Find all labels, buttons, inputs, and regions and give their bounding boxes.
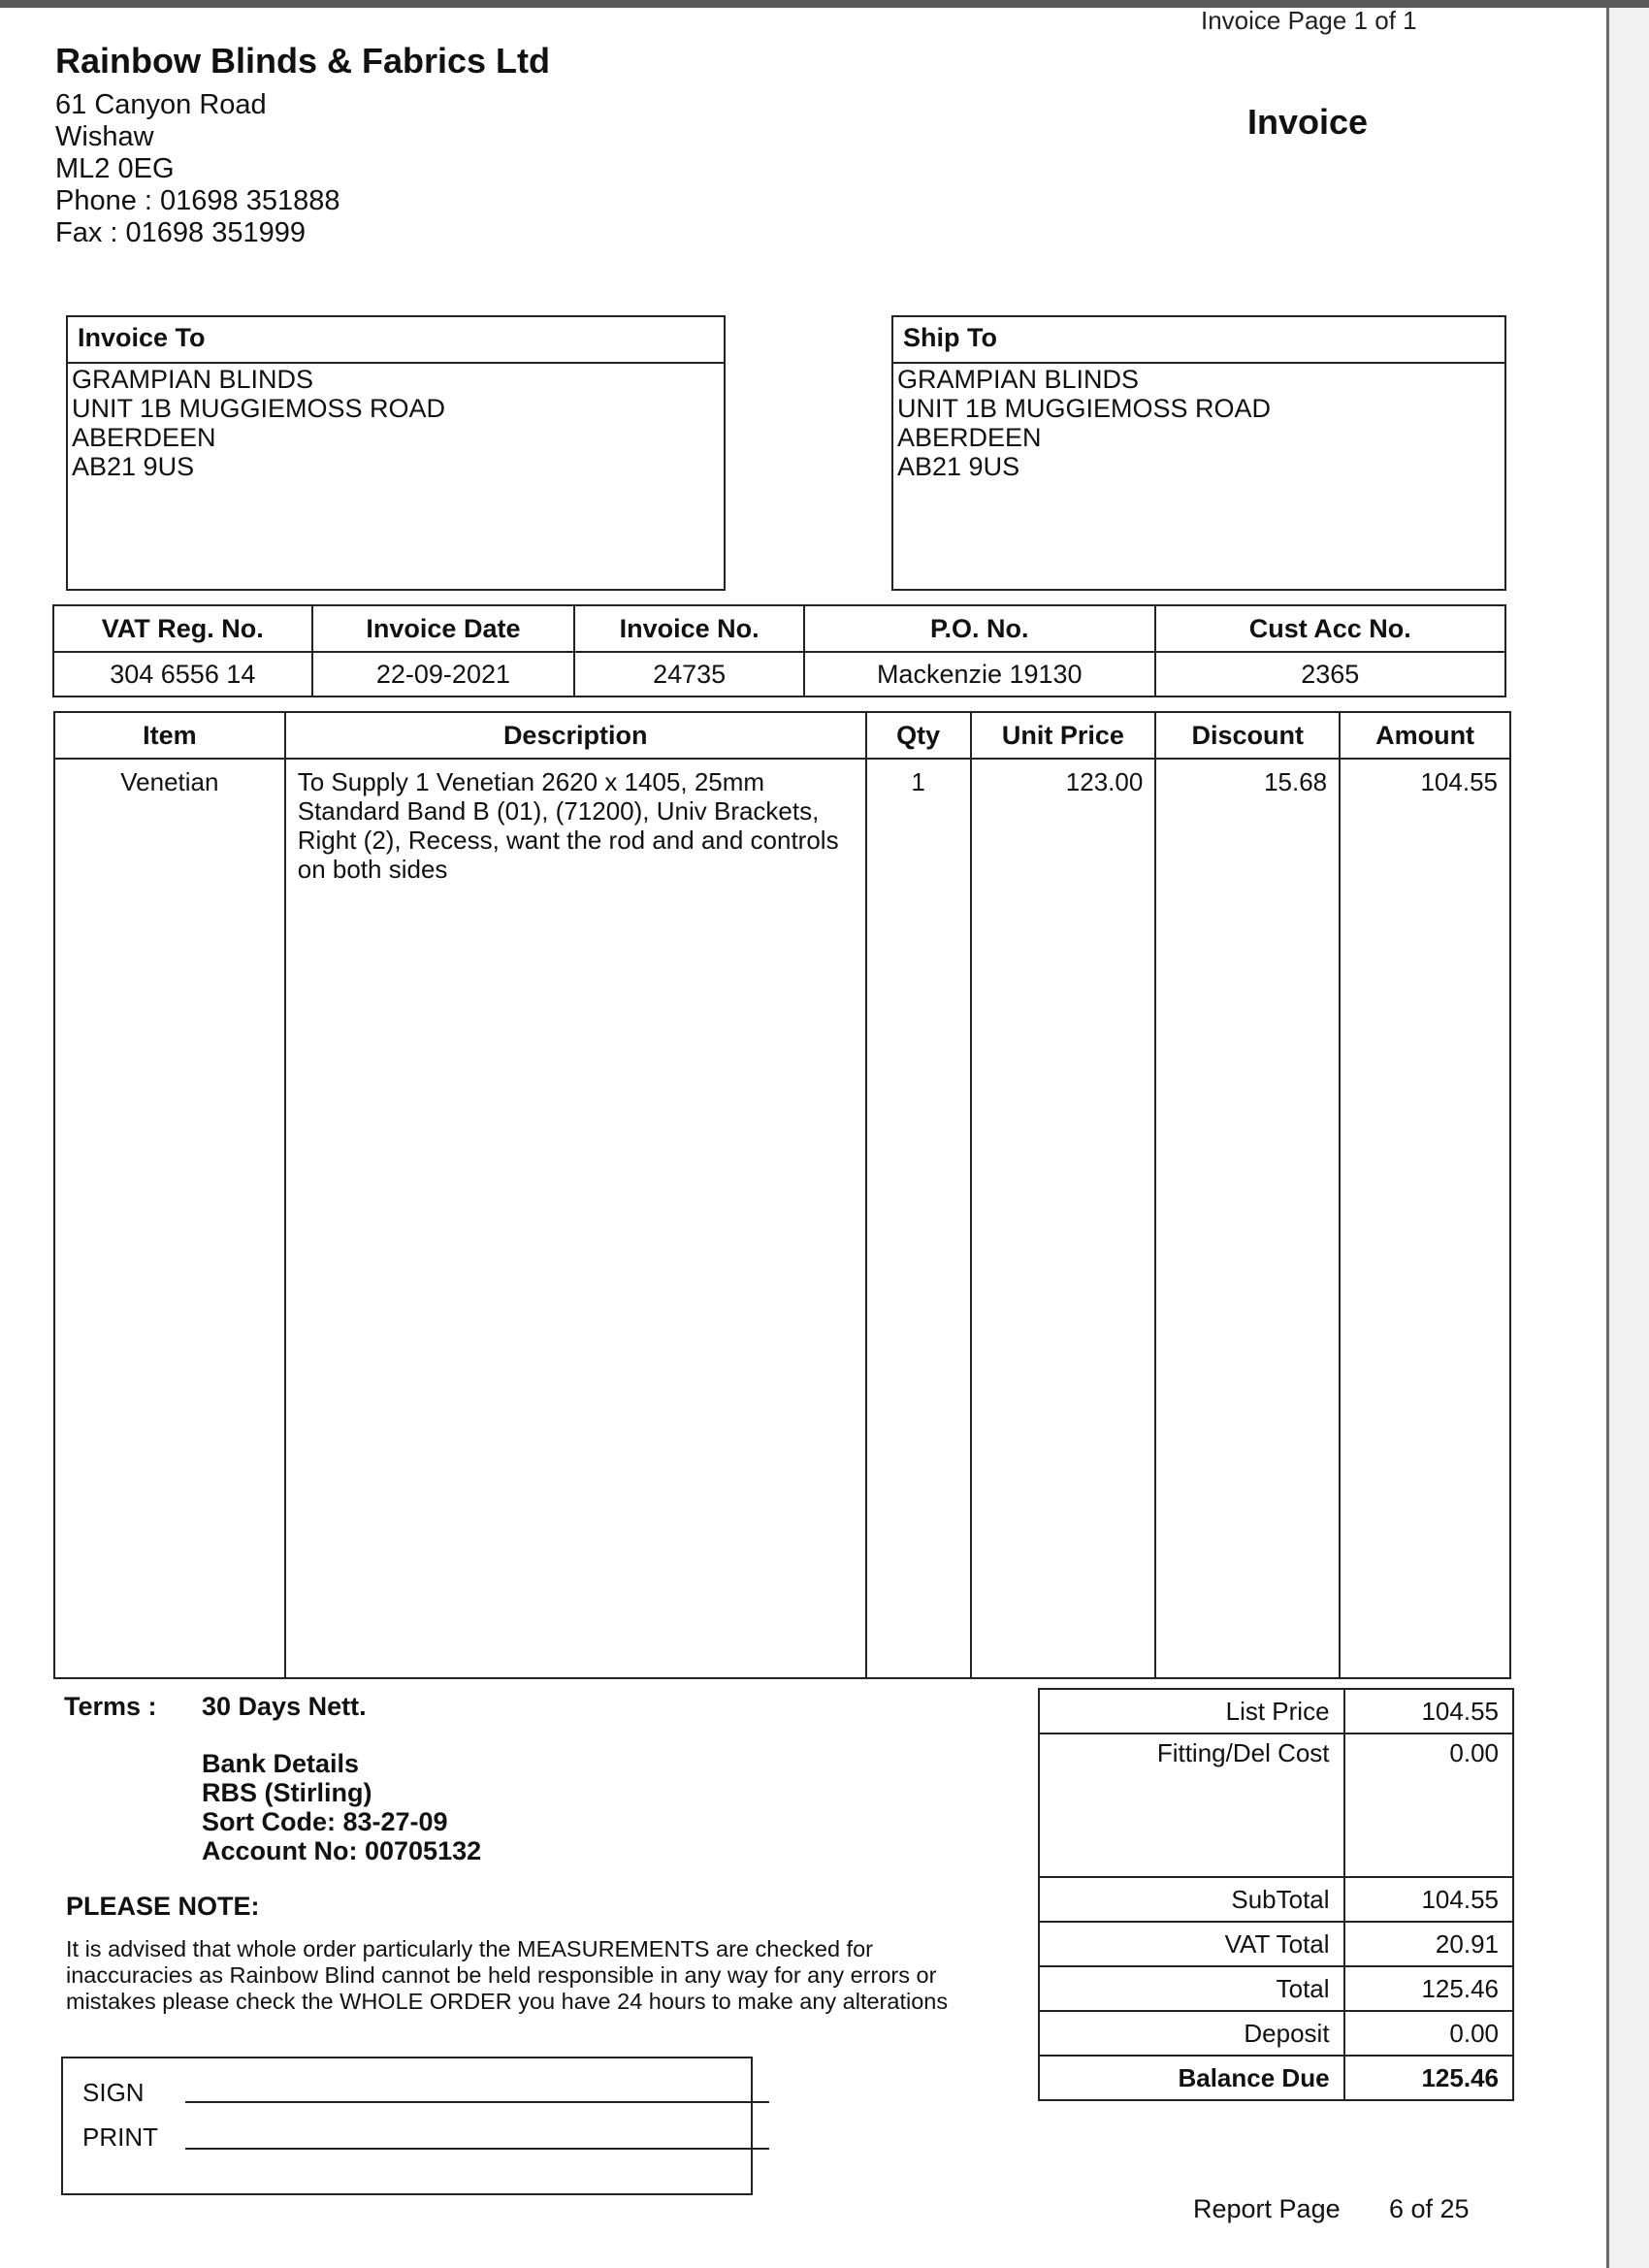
totals-row xyxy=(1039,1733,1513,1877)
company-address xyxy=(55,89,340,249)
invoice-to-line: AB21 9US xyxy=(72,452,195,481)
vat-total-label: VAT Total xyxy=(1039,1922,1344,1966)
invoice-to-line: GRAMPIAN BLINDS xyxy=(72,365,314,394)
note-line: It is advised that whole order particularly the MEASUREMENTS are checked for xyxy=(66,1936,873,1961)
note-body xyxy=(66,1936,997,2015)
vat-reg-value: 304 6556 14 xyxy=(53,652,312,697)
total-label: Total xyxy=(1039,1966,1344,2011)
ship-to-line: ABERDEEN xyxy=(897,423,1042,452)
item-header: Item xyxy=(54,712,285,759)
balance-due-value: 125.46 xyxy=(1344,2056,1513,2100)
company-name: Rainbow Blinds & Fabrics Ltd xyxy=(55,41,551,81)
subtotal-label: SubTotal xyxy=(1039,1877,1344,1922)
item-cell: Venetian xyxy=(54,759,285,1678)
fitting-value: 0.00 xyxy=(1344,1733,1513,1877)
ship-to-line: GRAMPIAN BLINDS xyxy=(897,365,1140,394)
totals-row xyxy=(1039,1689,1513,1733)
report-page-label: Report Page xyxy=(1193,2194,1341,2223)
report-page-value: 6 of 25 xyxy=(1389,2194,1470,2223)
bank-line: Account No: 00705132 xyxy=(202,1836,482,1865)
vat-total-value: 20.91 xyxy=(1344,1922,1513,1966)
note-line: inaccuracies as Rainbow Blind cannot be held responsible in any way for any errors or xyxy=(66,1962,937,1988)
description-header: Description xyxy=(285,712,866,759)
unit-price-header: Unit Price xyxy=(971,712,1156,759)
amount-header: Amount xyxy=(1340,712,1510,759)
invoice-date-value: 22-09-2021 xyxy=(312,652,575,697)
vat-reg-header: VAT Reg. No. xyxy=(53,605,312,652)
description-line: on both sides xyxy=(297,855,448,884)
invoice-to-line: ABERDEEN xyxy=(72,423,216,452)
fitting-label: Fitting/Del Cost xyxy=(1039,1733,1344,1877)
invoice-to-address xyxy=(68,364,724,482)
totals-row xyxy=(1039,2011,1513,2056)
note-line: mistakes please check the WHOLE ORDER you have 24 hours to make any alterations xyxy=(66,1989,949,2014)
po-number-value: Mackenzie 19130 xyxy=(804,652,1155,697)
scan-right-edge xyxy=(1606,8,1649,2268)
reference-value-row xyxy=(53,652,1505,697)
bank-line: Sort Code: 83-27-09 xyxy=(202,1807,448,1836)
qty-cell: 1 xyxy=(866,759,971,1678)
bank-line: Bank Details xyxy=(202,1749,360,1778)
ship-to-address xyxy=(893,364,1504,482)
subtotal-value: 104.55 xyxy=(1344,1877,1513,1922)
ship-to-box xyxy=(891,315,1506,591)
list-price-value: 104.55 xyxy=(1344,1689,1513,1733)
balance-due-label: Balance Due xyxy=(1039,2056,1344,2100)
note-heading: PLEASE NOTE: xyxy=(66,1892,260,1921)
total-value: 125.46 xyxy=(1344,1966,1513,2011)
address-line: 61 Canyon Road xyxy=(55,89,267,120)
deposit-value: 0.00 xyxy=(1344,2011,1513,2056)
bank-line: RBS (Stirling) xyxy=(202,1778,372,1807)
deposit-label: Deposit xyxy=(1039,2011,1344,2056)
unit-price-cell: 123.00 xyxy=(971,759,1156,1678)
line-items-table xyxy=(53,711,1511,1679)
ship-to-line: AB21 9US xyxy=(897,452,1020,481)
company-fax: Fax : 01698 351999 xyxy=(55,217,306,248)
totals-row xyxy=(1039,1877,1513,1922)
address-line: Wishaw xyxy=(55,121,154,152)
ship-to-label: Ship To xyxy=(893,317,1504,364)
invoice-to-label: Invoice To xyxy=(68,317,724,364)
invoice-reference-table xyxy=(52,604,1506,697)
discount-cell: 15.68 xyxy=(1155,759,1340,1678)
po-number-header: P.O. No. xyxy=(804,605,1155,652)
invoice-number-header: Invoice No. xyxy=(574,605,804,652)
discount-header: Discount xyxy=(1155,712,1340,759)
sign-line[interactable] xyxy=(185,2101,769,2103)
print-label: PRINT xyxy=(82,2122,158,2152)
totals-table xyxy=(1038,1688,1514,2101)
signature-box xyxy=(61,2057,753,2195)
description-line: Right (2), Recess, want the rod and and controls xyxy=(297,826,839,855)
cust-acc-value: 2365 xyxy=(1155,652,1505,697)
totals-row xyxy=(1039,2056,1513,2100)
invoice-number-value: 24735 xyxy=(574,652,804,697)
qty-header: Qty xyxy=(866,712,971,759)
table-row xyxy=(54,759,1510,1678)
invoice-date-header: Invoice Date xyxy=(312,605,575,652)
description-line: To Supply 1 Venetian 2620 x 1405, 25mm xyxy=(297,767,765,796)
totals-row xyxy=(1039,1922,1513,1966)
description-cell xyxy=(285,759,866,1678)
invoice-to-line: UNIT 1B MUGGIEMOSS ROAD xyxy=(72,394,446,423)
document-title: Invoice xyxy=(1247,102,1369,142)
invoice-to-box xyxy=(66,315,726,591)
print-line[interactable] xyxy=(185,2148,769,2150)
description-line: Standard Band B (01), (71200), Univ Brackets, xyxy=(297,796,820,826)
sign-label: SIGN xyxy=(82,2078,145,2107)
cust-acc-header: Cust Acc No. xyxy=(1155,605,1505,652)
amount-cell: 104.55 xyxy=(1340,759,1510,1678)
bank-details xyxy=(202,1749,481,1865)
terms-value: 30 Days Nett. xyxy=(202,1692,367,1721)
ship-to-line: UNIT 1B MUGGIEMOSS ROAD xyxy=(897,394,1272,423)
company-phone: Phone : 01698 351888 xyxy=(55,185,340,216)
totals-row xyxy=(1039,1966,1513,2011)
terms-label: Terms : xyxy=(64,1692,157,1721)
list-price-label: List Price xyxy=(1039,1689,1344,1733)
address-line: ML2 0EG xyxy=(55,153,175,184)
line-items-header-row xyxy=(54,712,1510,759)
invoice-page-indicator: Invoice Page 1 of 1 xyxy=(1201,6,1417,35)
reference-header-row xyxy=(53,605,1505,652)
